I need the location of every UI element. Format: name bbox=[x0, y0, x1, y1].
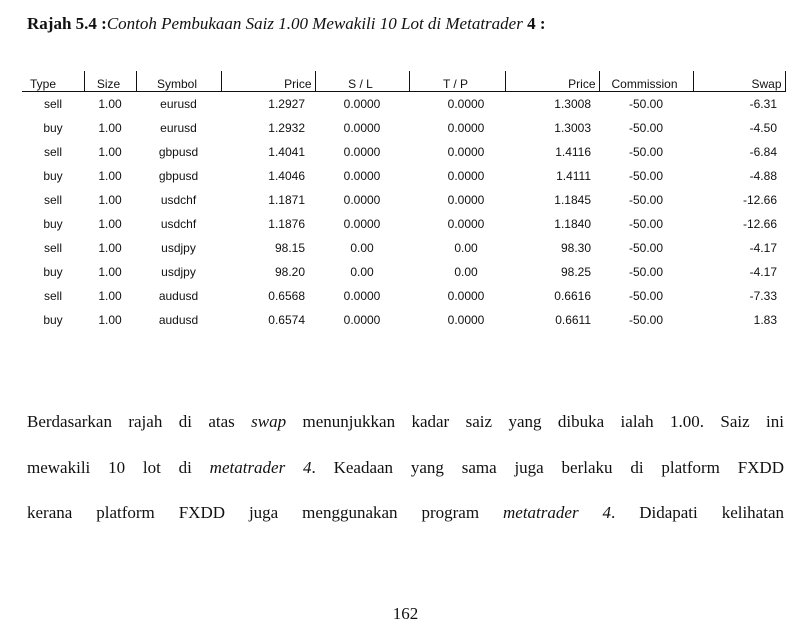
cell-price: 98.15 bbox=[274, 241, 305, 255]
cell-commission: -50.00 bbox=[628, 97, 664, 111]
cell-size: 1.00 bbox=[98, 145, 122, 159]
cell-take-profit: 0.00 bbox=[454, 241, 478, 255]
header-swap: Swap bbox=[693, 71, 785, 92]
header-stop-loss: S / L bbox=[315, 71, 409, 92]
cell-swap: -7.33 bbox=[749, 289, 777, 303]
table-row bbox=[22, 140, 785, 164]
cell-type: buy bbox=[43, 265, 63, 279]
cell-price: 0.6574 bbox=[268, 313, 305, 327]
cell-commission: -50.00 bbox=[628, 121, 664, 135]
paragraph-emphasis: metatrader 4 bbox=[209, 458, 312, 477]
paragraph-text: . Keadaan yang sama juga berlaku di platform FXDD bbox=[311, 458, 784, 477]
cell-size: 1.00 bbox=[98, 289, 122, 303]
cell-size: 1.00 bbox=[98, 169, 122, 183]
cell-take-profit: 0.0000 bbox=[447, 193, 485, 207]
table-row bbox=[22, 116, 785, 140]
cell-type: buy bbox=[43, 313, 63, 327]
cell-symbol: gbpusd bbox=[158, 145, 199, 159]
cell-take-profit: 0.0000 bbox=[447, 145, 485, 159]
cell-take-profit: 0.0000 bbox=[447, 121, 485, 135]
cell-price-current: 1.1840 bbox=[554, 217, 591, 231]
paragraph-text: kerana platform FXDD juga menggunakan program bbox=[27, 503, 504, 522]
figure-caption bbox=[27, 14, 546, 34]
table-row bbox=[22, 308, 785, 332]
cell-swap: -12.66 bbox=[742, 193, 777, 207]
cell-symbol: audusd bbox=[158, 313, 199, 327]
table-row bbox=[22, 92, 785, 117]
cell-swap: -6.31 bbox=[749, 97, 777, 111]
paragraph-emphasis: metatrader 4 bbox=[503, 503, 612, 522]
cell-price-current: 1.1845 bbox=[554, 193, 591, 207]
table-row bbox=[22, 260, 785, 284]
cell-type: sell bbox=[43, 97, 62, 111]
cell-commission: -50.00 bbox=[628, 313, 664, 327]
cell-take-profit: 0.0000 bbox=[447, 313, 485, 327]
paragraph-line-3 bbox=[27, 503, 784, 523]
paragraph-text: menunjukkan kadar saiz yang dibuka ialah 1.00. Saiz ini bbox=[286, 412, 784, 431]
header-symbol: Symbol bbox=[136, 71, 221, 92]
cell-price-current: 0.6616 bbox=[554, 289, 591, 303]
caption-title: Contoh Pembukaan Saiz 1.00 Mewakili 10 Lot di Metatrader bbox=[106, 14, 523, 33]
page-number: 162 bbox=[392, 604, 419, 623]
table-row bbox=[22, 188, 785, 212]
cell-swap: -4.17 bbox=[749, 265, 777, 279]
caption-colon: : bbox=[96, 14, 107, 33]
header-size: Size bbox=[84, 71, 136, 92]
cell-commission: -50.00 bbox=[628, 193, 664, 207]
cell-commission: -50.00 bbox=[628, 169, 664, 183]
cell-price: 98.20 bbox=[274, 265, 305, 279]
cell-commission: -50.00 bbox=[628, 217, 664, 231]
cell-take-profit: 0.0000 bbox=[447, 289, 485, 303]
cell-type: buy bbox=[43, 217, 63, 231]
cell-swap: -4.88 bbox=[749, 169, 777, 183]
cell-symbol: eurusd bbox=[160, 121, 197, 135]
cell-take-profit: 0.0000 bbox=[447, 169, 485, 183]
paragraph-emphasis: swap bbox=[251, 412, 287, 431]
table-row bbox=[22, 236, 785, 260]
cell-price: 1.1876 bbox=[268, 217, 305, 231]
cell-swap: 1.83 bbox=[753, 313, 777, 327]
cell-stop-loss: 0.0000 bbox=[343, 169, 381, 183]
cell-swap: -4.50 bbox=[749, 121, 777, 135]
cell-price: 1.4046 bbox=[268, 169, 305, 183]
cell-stop-loss: 0.0000 bbox=[343, 97, 381, 111]
cell-symbol: usdjpy bbox=[161, 265, 196, 279]
cell-commission: -50.00 bbox=[628, 241, 664, 255]
table-header-row bbox=[22, 71, 785, 92]
cell-price-current: 1.3003 bbox=[554, 121, 591, 135]
table-row bbox=[22, 212, 785, 236]
paragraph-text: Berdasarkan rajah di atas bbox=[27, 412, 252, 431]
header-price-current: Price bbox=[505, 71, 599, 92]
cell-symbol: eurusd bbox=[160, 97, 197, 111]
paragraph-text: mewakili 10 lot di bbox=[27, 458, 210, 477]
cell-stop-loss: 0.0000 bbox=[343, 145, 381, 159]
cell-size: 1.00 bbox=[98, 217, 122, 231]
cell-swap: -12.66 bbox=[742, 217, 777, 231]
cell-commission: -50.00 bbox=[628, 289, 664, 303]
cell-price: 1.1871 bbox=[268, 193, 305, 207]
cell-price: 1.2932 bbox=[268, 121, 305, 135]
cell-swap: -6.84 bbox=[749, 145, 777, 159]
cell-stop-loss: 0.00 bbox=[350, 265, 374, 279]
cell-price: 1.4041 bbox=[268, 145, 305, 159]
cell-type: sell bbox=[43, 289, 62, 303]
cell-size: 1.00 bbox=[98, 265, 122, 279]
table-row bbox=[22, 164, 785, 188]
cell-type: sell bbox=[43, 193, 62, 207]
cell-swap: -4.17 bbox=[749, 241, 777, 255]
cell-size: 1.00 bbox=[98, 241, 122, 255]
cell-commission: -50.00 bbox=[628, 265, 664, 279]
cell-price-current: 98.25 bbox=[560, 265, 591, 279]
caption-suffix: 4 : bbox=[522, 14, 546, 33]
cell-take-profit: 0.00 bbox=[454, 265, 478, 279]
cell-take-profit: 0.0000 bbox=[447, 217, 485, 231]
cell-symbol: usdchf bbox=[160, 217, 197, 231]
cell-commission: -50.00 bbox=[628, 145, 664, 159]
header-price: Price bbox=[221, 71, 315, 92]
cell-size: 1.00 bbox=[98, 313, 122, 327]
cell-take-profit: 0.0000 bbox=[447, 97, 485, 111]
cell-price: 1.2927 bbox=[268, 97, 305, 111]
header-type: Type bbox=[22, 71, 84, 92]
cell-price-current: 1.4116 bbox=[555, 145, 591, 159]
cell-price-current: 1.4111 bbox=[556, 169, 591, 183]
cell-size: 1.00 bbox=[98, 193, 122, 207]
paragraph-text: . Didapati kelihatan bbox=[611, 503, 784, 522]
header-commission: Commission bbox=[599, 71, 693, 92]
paragraph-line-1 bbox=[27, 412, 784, 432]
figure-label: Rajah 5.4 bbox=[27, 14, 97, 33]
cell-stop-loss: 0.0000 bbox=[343, 217, 381, 231]
cell-size: 1.00 bbox=[98, 97, 122, 111]
cell-symbol: gbpusd bbox=[158, 169, 199, 183]
cell-type: buy bbox=[43, 121, 63, 135]
cell-type: sell bbox=[43, 241, 62, 255]
header-take-profit: T / P bbox=[409, 71, 505, 92]
cell-symbol: audusd bbox=[158, 289, 199, 303]
cell-stop-loss: 0.0000 bbox=[343, 289, 381, 303]
paragraph-line-2 bbox=[27, 458, 784, 478]
cell-stop-loss: 0.0000 bbox=[343, 193, 381, 207]
cell-type: buy bbox=[43, 169, 63, 183]
table-row bbox=[22, 284, 785, 308]
cell-symbol: usdjpy bbox=[161, 241, 196, 255]
cell-symbol: usdchf bbox=[160, 193, 197, 207]
cell-stop-loss: 0.0000 bbox=[343, 121, 381, 135]
cell-price-current: 1.3008 bbox=[554, 97, 591, 111]
trade-table bbox=[22, 71, 786, 332]
cell-price-current: 0.6611 bbox=[555, 313, 591, 327]
cell-size: 1.00 bbox=[98, 121, 122, 135]
cell-type: sell bbox=[43, 145, 62, 159]
cell-stop-loss: 0.0000 bbox=[343, 313, 381, 327]
cell-price: 0.6568 bbox=[268, 289, 305, 303]
cell-stop-loss: 0.00 bbox=[350, 241, 374, 255]
cell-price-current: 98.30 bbox=[560, 241, 591, 255]
trade-table-container bbox=[22, 71, 785, 332]
